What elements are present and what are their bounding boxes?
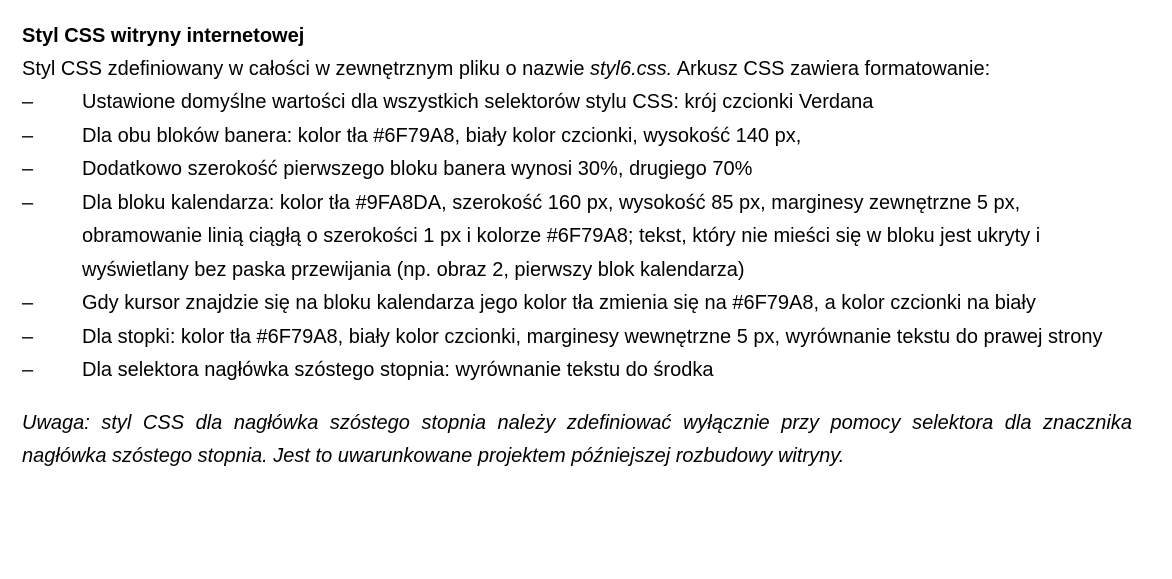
list-item xyxy=(22,153,1132,187)
document-section xyxy=(22,20,1132,494)
list-item xyxy=(22,287,1132,321)
dash-marker: – xyxy=(22,325,34,348)
list-item-text: Gdy kursor znajdzie się na bloku kalendarza jego kolor tła zmienia się na #6F79A8, a kolor czcionki na biały xyxy=(82,292,1036,314)
css-filename: styl6.css. xyxy=(590,58,673,80)
dash-marker: – xyxy=(22,292,34,314)
list-item xyxy=(22,354,1132,388)
dash-marker: – xyxy=(22,91,34,113)
list-item-text: Dla selektora nagłówka szóstego stopnia: wyrównanie tekstu do środka xyxy=(82,359,714,381)
intro-paragraph xyxy=(22,53,1132,86)
list-item-text: Dla obu bloków banera: kolor tła #6F79A8, biały kolor czcionki, wysokość 140 px, xyxy=(82,124,802,147)
list-item-text: Dla bloku kalendarza: kolor tła #9FA8DA, szerokość 160 px, wysokość 85 px, marginesy zewnętrzne 5 px, obramowanie linią ciągłą o szerokości 1 px i kolorze #6F79A8; tekst, który nie mieści się w bloku jest ukryty i wyświetlany bez paska przewijania (np. obraz 2, pierwszy blok kalendarza) xyxy=(82,191,1041,281)
list-item-text: Ustawione domyślne wartości dla wszystkich selektorów stylu CSS: krój czcionki Verdana xyxy=(82,91,874,113)
list-item xyxy=(22,86,1132,120)
dash-marker: – xyxy=(22,124,34,147)
note-paragraph: Uwaga: styl CSS dla nagłówka szóstego stopnia należy zdefiniować wyłącznie przy pomocy selektora dla znacznika nagłówka szóstego stopnia. Jest to uwarunkowane projektem późniejszej rozbudowy witryny. xyxy=(22,411,1132,467)
dash-marker: – xyxy=(22,191,34,214)
intro-text-after: Arkusz CSS zawiera formatowanie: xyxy=(672,58,991,80)
list-item-text: Dla stopki: kolor tła #6F79A8, biały kolor czcionki, marginesy wewnętrzne 5 px, wyrównanie tekstu do prawej strony xyxy=(82,325,1103,348)
dash-marker: – xyxy=(22,359,34,381)
list-item-text: Dodatkowo szerokość pierwszego bloku banera wynosi 30%, drugiego 70% xyxy=(82,158,753,180)
intro-text-before: Styl CSS zdefiniowany w całości w zewnętrznym pliku o nazwie xyxy=(22,58,590,80)
section-heading: Styl CSS witryny internetowej xyxy=(22,25,305,47)
list-item xyxy=(22,187,1132,288)
list-item xyxy=(22,321,1132,355)
requirements-list xyxy=(22,86,1132,388)
list-item xyxy=(22,120,1132,154)
dash-marker: – xyxy=(22,158,34,180)
